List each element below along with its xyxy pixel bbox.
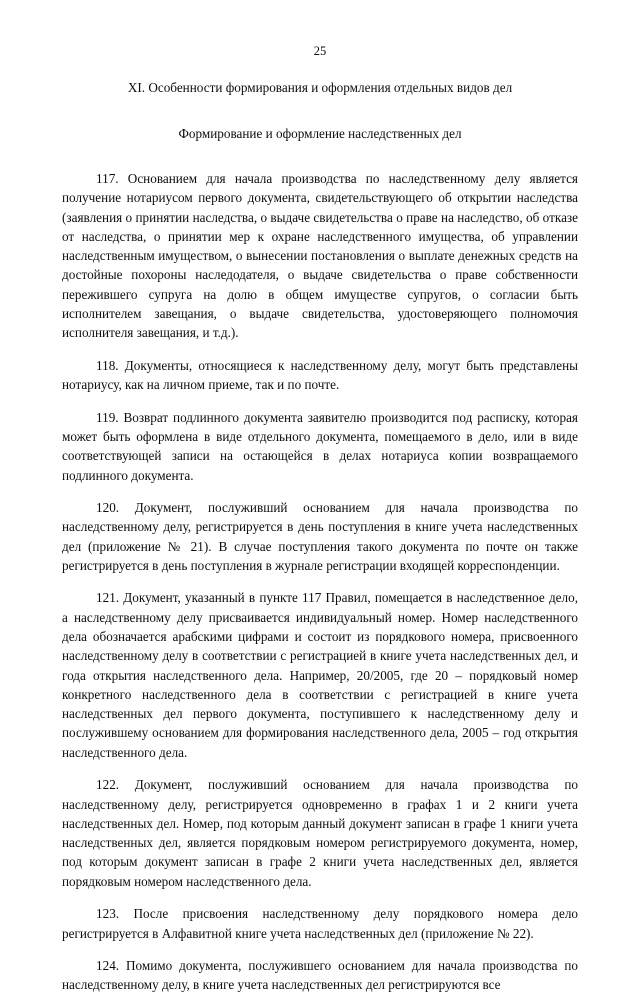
paragraph-118: 118. Документы, относящиеся к наследственному делу, могут быть представлены нотариусу, как на личном приеме, так и по почте. bbox=[62, 357, 578, 393]
page-content bbox=[62, 78, 578, 1008]
paragraph-120: 120. Документ, послуживший основанием для начала производства по наследственному делу, регистрируется в день поступления в книге учета наследственных дел (приложение № 21). В случае поступления такого документа по почте он также регистрируется в день поступления в журнале регистрации входящей корреспонденции. bbox=[62, 500, 578, 573]
paragraph-124: 124. Помимо документа, послужившего основанием для начала производства по наследственному делу, в книге учета наследственных дел регистрируются все bbox=[62, 958, 578, 993]
section-title: Формирование и оформление наследственных дел bbox=[178, 126, 462, 141]
page-number: 25 bbox=[313, 44, 327, 58]
body-text bbox=[62, 169, 578, 995]
chapter-title: XI. Особенности формирования и оформления отдельных видов дел bbox=[127, 80, 513, 95]
paragraph-123: 123. После присвоения наследственному делу порядкового номера дело регистрируется в Алфавитной книге учета наследственных дел (приложение № 22). bbox=[62, 906, 578, 941]
paragraph-121: 121. Документ, указанный в пункте 117 Правил, помещается в наследственное дело, а наследственному делу присваивается индивидуальный номер. Номер наследственного дела обозначается арабскими цифрами и состоит из порядкового номера, присвоенного наследственному делу в соответствии с регистрацией в книге учета наследственных дел, и года открытия наследственного дела. Например, 20/2005, где 20 – порядковый номер конкретного наследственного дела в соответствии с регистрацией в книге учета наследственных дел первого документа, поступившего к наследственному делу и послужившему основанием для формирования наследственного дела, 2005 – год открытия наследственного дела. bbox=[62, 590, 578, 760]
paragraph-119: 119. Возврат подлинного документа заявителю производится под расписку, которая может быть оформлена в виде отдельного документа, помещаемого в дело, или в виде соответствующей записи на остающейся в делах нотариуса копии возвращаемого подлинного документа. bbox=[62, 409, 578, 483]
paragraph-122: 122. Документ, послуживший основанием для начала производства по наследственному делу, регистрируется одновременно в графах 1 и 2 книги учета наследственных дел. Номер, под которым данный документ записан в графе 1 книги учета наследственных дел, является порядковым номером регистрируемого документа, номер, под которым документ записан в графе 2 книги учета наследственных дел, является порядковым номером наследственного дела. bbox=[62, 777, 578, 889]
paragraph-117: 117. Основанием для начала производства по наследственному делу является получение нотариусом первого документа, свидетельствующего об открытии наследства (заявления о принятии наследства, о выдаче свидетельства о праве на наследство, об отказе от наследства, о принятии мер к охране наследственного имущества, об управлении наследственным имуществом, о вынесении постановления о выплате денежных средств на достойные похороны наследодателя, о выдаче свидетельства о праве собственности пережившего супруга на долю в общем имуществе супругов, о согласии быть исполнителем завещания, о выдаче свидетельства, удостоверяющего полномочия исполнителя завещания, и т.д.). bbox=[62, 171, 578, 341]
